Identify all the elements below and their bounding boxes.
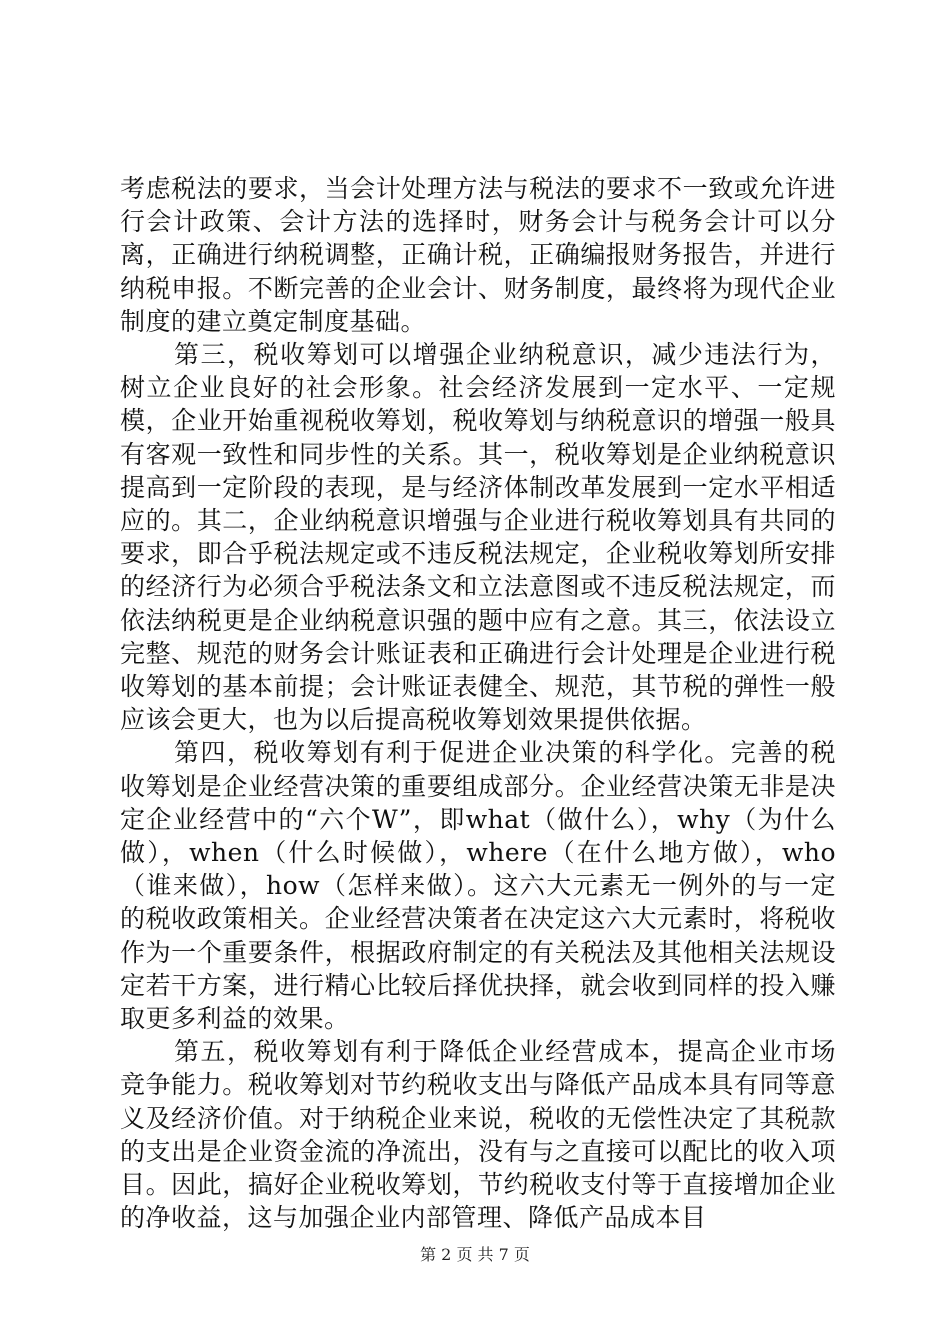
paragraph-3: 第四，税收筹划有利于促进企业决策的科学化。完善的税收筹划是企业经营决策的重要组成部分。企业经营决策无非是决定企业经营中的“六个W”，即what（做什么），why（为什么做），when（什么时候做），where（在什么地方做），who（谁来做），how（怎样来做）。这六大元素无一例外的与一定的税收政策相关。企业经营决策者在决定这六大元素时，将税收作为一个重要条件，根据政府制定的有关税法及其他相关法规设定若干方案，进行精心比较后择优抉择，就会收到同样的投入赚取更多利益的效果。: [120, 738, 836, 1034]
page-number-footer: 第 2 页 共 7 页: [420, 1245, 530, 1264]
document-body: [120, 172, 836, 1235]
paragraph-4: 第五，税收筹划有利于降低企业经营成本，提高企业市场竞争能力。税收筹划对节约税收支出与降低产品成本具有同等意义及经济价值。对于纳税企业来说，税收的无偿性决定了其税款的支出是企业资金流的净流出，没有与之直接可以配比的收入项目。因此，搞好企业税收筹划，节约税收支付等于直接增加企业的净收益，这与加强企业内部管理、降低产品成本目: [120, 1037, 836, 1233]
paragraph-2: 第三，税收筹划可以增强企业纳税意识，减少违法行为，树立企业良好的社会形象。社会经济发展到一定水平、一定规模，企业开始重视税收筹划，税收筹划与纳税意识的增强一般具有客观一致性和同步性的关系。其一，税收筹划是企业纳税意识提高到一定阶段的表现，是与经济体制改革发展到一定水平相适应的。其二，企业纳税意识增强与企业进行税收筹划具有共同的要求，即合乎税法规定或不违反税法规定，企业税收筹划所安排的经济行为必须合乎税法条文和立法意图或不违反税法规定，而依法纳税更是企业纳税意识强的题中应有之意。其三，依法设立完整、规范的财务会计账证表和正确进行会计处理是企业进行税收筹划的基本前提；会计账证表健全、规范，其节税的弹性一般应该会更大，也为以后提高税收筹划效果提供依据。: [120, 340, 836, 735]
paragraph-1: 考虑税法的要求，当会计处理方法与税法的要求不一致或允许进行会计政策、会计方法的选择时，财务会计与税务会计可以分离，正确进行纳税调整，正确计税，正确编报财务报告，并进行纳税申报。不断完善的企业会计、财务制度，最终将为现代企业制度的建立奠定制度基础。: [120, 174, 836, 336]
